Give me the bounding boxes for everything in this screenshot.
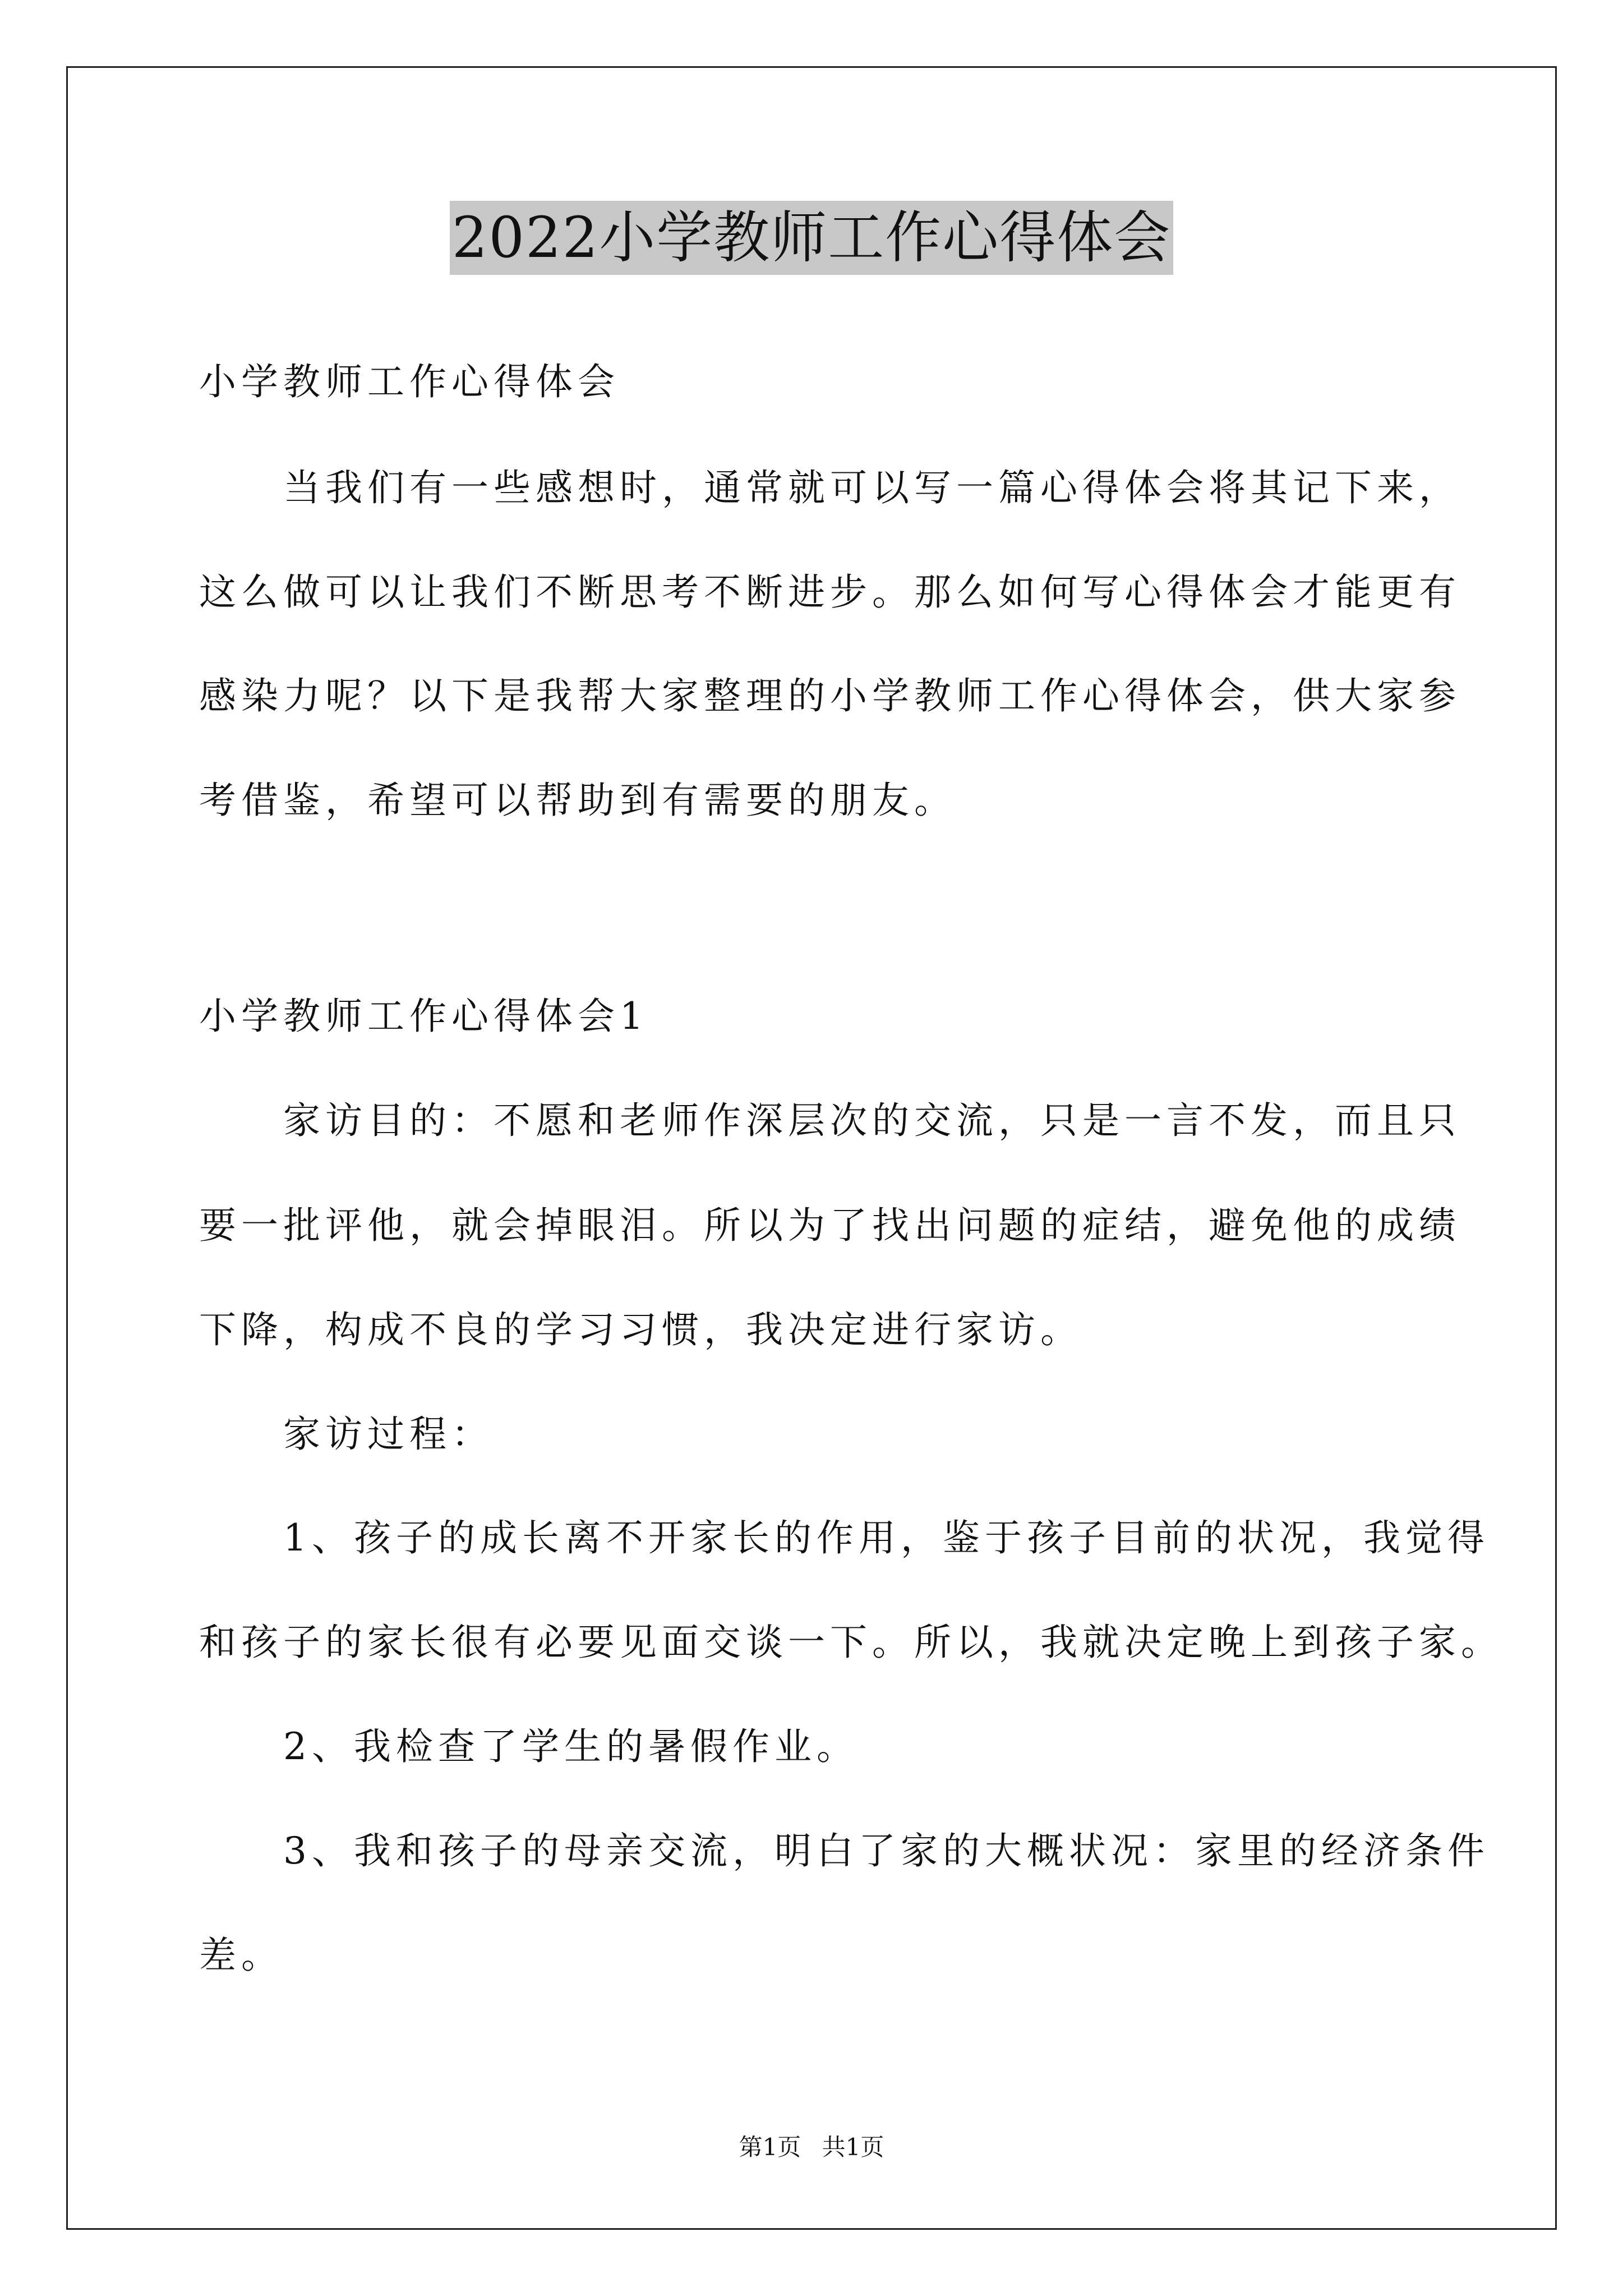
body-line-9: 差。 bbox=[199, 1934, 283, 1977]
document-title: 2022小学教师工作心得体会 bbox=[450, 201, 1174, 275]
body-line-6: 和孩子的家长很有必要见面交谈一下。所以，我就决定晚上到孩子家。 bbox=[199, 1621, 1503, 1664]
body-line-2: 要一批评他，就会掉眼泪。所以为了找出问题的症结，避免他的成绩 bbox=[199, 1204, 1461, 1247]
body-line-5: 1、孩子的成长离不开家长的作用，鉴于孩子目前的状况，我觉得 bbox=[283, 1516, 1490, 1559]
title-container bbox=[0, 201, 1623, 275]
body-line-1: 家访目的：不愿和老师作深层次的交流，只是一言不发，而且只 bbox=[283, 1099, 1461, 1142]
subtitle: 小学教师工作心得体会 bbox=[199, 360, 620, 403]
body-line-8: 3、我和孩子的母亲交流，明白了家的大概状况：家里的经济条件 bbox=[283, 1829, 1490, 1872]
intro-line-3: 感染力呢？以下是我帮大家整理的小学教师工作心得体会，供大家参 bbox=[199, 674, 1461, 717]
page-footer bbox=[0, 2132, 1623, 2163]
page-number: 第1页 bbox=[739, 2133, 801, 2161]
intro-line-1: 当我们有一些感想时，通常就可以写一篇心得体会将其记下来， bbox=[283, 466, 1461, 509]
body-line-4: 家访过程： bbox=[283, 1412, 494, 1456]
intro-line-4: 考借鉴，希望可以帮助到有需要的朋友。 bbox=[199, 779, 956, 822]
section-heading: 小学教师工作心得体会1 bbox=[199, 995, 648, 1038]
intro-line-2: 这么做可以让我们不断思考不断进步。那么如何写心得体会才能更有 bbox=[199, 570, 1461, 614]
body-line-7: 2、我检查了学生的暑假作业。 bbox=[283, 1725, 859, 1768]
body-line-3: 下降，构成不良的学习习惯，我决定进行家访。 bbox=[199, 1308, 1082, 1351]
total-pages: 共1页 bbox=[822, 2133, 884, 2161]
